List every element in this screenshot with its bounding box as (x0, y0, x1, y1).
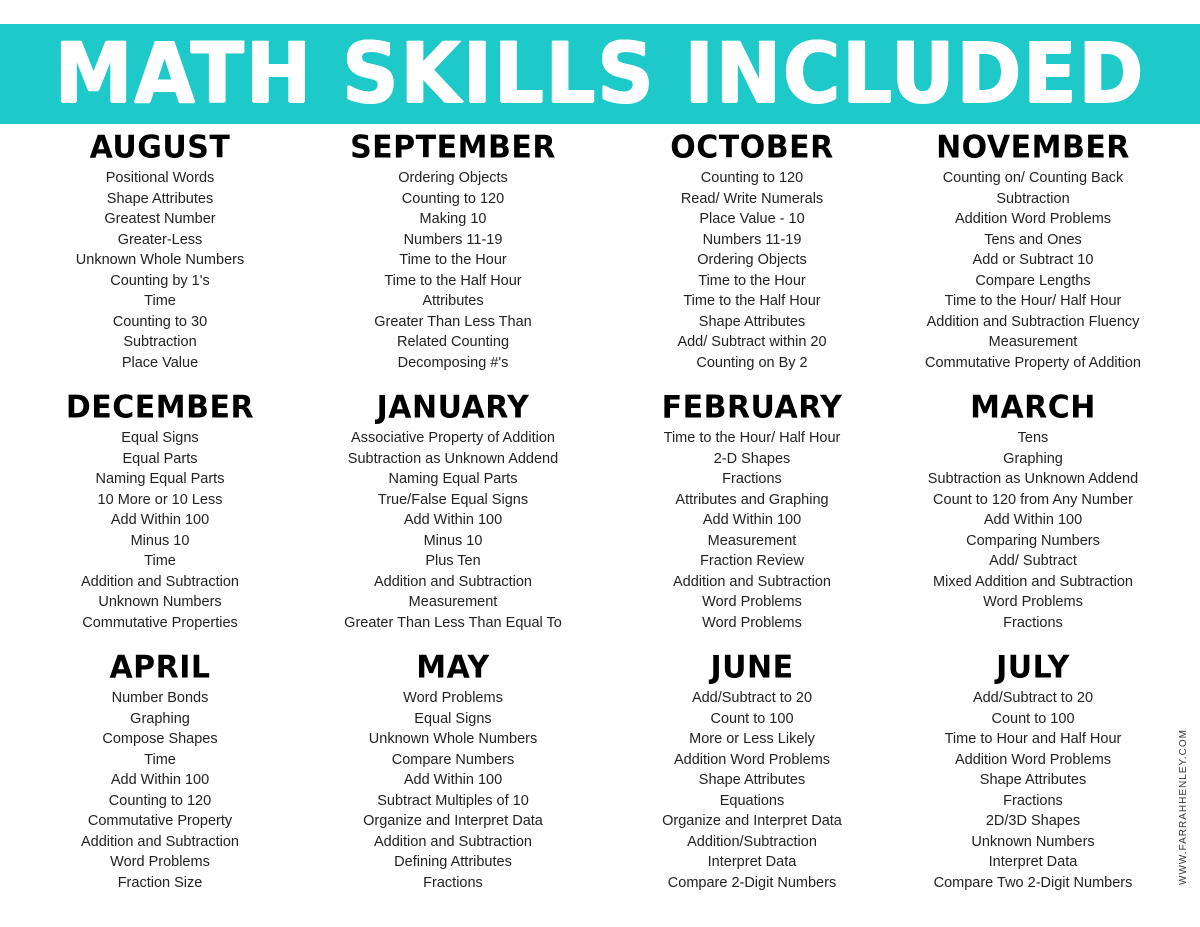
skill-item: Unknown Numbers (98, 594, 222, 610)
skill-item: Fractions (423, 874, 483, 891)
skill-item: Time to the Hour/ Half Hour (663, 430, 841, 446)
skill-item: Organize and Interpret Data (662, 813, 842, 829)
skill-item: Interpret Data (707, 854, 797, 870)
skill-item: Add/Subtract to 20 (972, 690, 1094, 706)
month-heading: MAY (416, 649, 490, 686)
skill-item: Attributes (422, 293, 484, 309)
skill-item: Time to Hour and Half Hour (944, 731, 1122, 747)
skill-item: Comparing Numbers (966, 532, 1100, 549)
skill-item: Commutative Properties (82, 614, 238, 631)
skill-item: Counting to 120 (108, 792, 212, 809)
page-title: MATH SKILLS INCLUDED (54, 25, 1146, 123)
skill-item: Subtraction as Unknown Addend (927, 471, 1139, 487)
skill-item: Plus Ten (425, 553, 481, 569)
month-section-august (10, 128, 310, 373)
skill-item: Add Within 100 (702, 512, 802, 528)
skill-list (303, 428, 603, 633)
month-section-november (883, 128, 1183, 373)
skill-item: Equal Signs (414, 710, 492, 727)
skill-item: Time (144, 751, 176, 768)
skill-item: Word Problems (403, 690, 503, 706)
skill-item: Greatest Number (104, 211, 216, 227)
month-section-october (602, 128, 902, 373)
skill-item: Fraction Review (700, 553, 804, 569)
skill-item: Shape Attributes (106, 190, 214, 207)
skill-item: Numbers 11-19 (702, 231, 802, 248)
skill-item: Time to the Half Hour (384, 272, 522, 289)
skill-item: Count to 100 (991, 710, 1075, 727)
skill-item: Addition and Subtraction (673, 573, 831, 590)
skill-list (10, 688, 310, 893)
skill-item: Time (144, 553, 176, 569)
skill-item: Mixed Addition and Subtraction (933, 573, 1133, 590)
skill-list (883, 168, 1183, 373)
skill-item: Subtract Multiples of 10 (377, 792, 529, 809)
skill-item: Naming Equal Parts (388, 471, 518, 487)
month-section-may (303, 648, 603, 893)
skill-item: Time to the Hour (698, 272, 806, 289)
skill-item: Minus 10 (423, 532, 483, 549)
skill-item: Positional Words (105, 170, 215, 186)
skill-list (602, 428, 902, 633)
skill-item: Addition and Subtraction (81, 573, 239, 590)
skill-item: Add/ Subtract within 20 (677, 334, 827, 350)
skill-item: Addition Word Problems (954, 211, 1112, 227)
skill-item: Shape Attributes (698, 772, 806, 788)
skill-item: Measurement (988, 334, 1078, 350)
skill-item: Time to the Hour (399, 252, 507, 268)
skill-list (883, 428, 1183, 633)
skill-item: Associative Property of Addition (351, 430, 555, 446)
skill-item: Counting on/ Counting Back (942, 170, 1124, 186)
skill-item: Related Counting (396, 334, 510, 350)
skill-item: Greater Than Less Than Equal To (344, 614, 562, 631)
month-section-september (303, 128, 603, 373)
skill-item: Decomposing #'s (397, 354, 509, 371)
skill-item: Tens and Ones (984, 231, 1082, 248)
skill-item: Add Within 100 (110, 512, 210, 528)
skill-item: Number Bonds (111, 690, 209, 706)
month-heading: MARCH (970, 389, 1096, 426)
skill-item: Addition and Subtraction Fluency (926, 313, 1140, 330)
skill-item: Addition and Subtraction (81, 833, 239, 850)
skill-item: Time to the Half Hour (683, 293, 821, 309)
skill-item: Interpret Data (988, 854, 1078, 870)
skill-item: Ordering Objects (697, 252, 807, 268)
skill-item: Attributes and Graphing (675, 491, 829, 508)
skill-item: Compare Numbers (391, 751, 515, 768)
month-heading: NOVEMBER (936, 129, 1130, 166)
skill-item: More or Less Likely (689, 731, 815, 747)
month-section-march (883, 388, 1183, 633)
skill-list (10, 428, 310, 633)
skill-list (303, 168, 603, 373)
month-section-july (883, 648, 1183, 893)
skill-item: Naming Equal Parts (95, 471, 225, 487)
month-section-january (303, 388, 603, 633)
skill-item: Addition Word Problems (954, 751, 1112, 768)
skill-list (303, 688, 603, 893)
month-heading: APRIL (109, 649, 211, 686)
skill-item: 10 More or 10 Less (97, 491, 223, 508)
skill-item: Equal Signs (121, 430, 199, 446)
skill-item: Equal Parts (122, 450, 198, 467)
skill-item: Counting on By 2 (696, 354, 808, 371)
skill-item: Fraction Size (117, 874, 203, 891)
skill-item: Counting to 30 (112, 313, 208, 330)
skill-item: Shape Attributes (979, 772, 1087, 788)
skill-list (602, 168, 902, 373)
skill-item: Add Within 100 (403, 772, 503, 788)
skill-item: Fractions (1003, 792, 1063, 809)
skill-item: Counting to 120 (401, 190, 505, 207)
skill-item: Counting by 1's (110, 272, 210, 289)
skill-list (10, 168, 310, 373)
skill-item: 2-D Shapes (713, 450, 791, 467)
skill-item: Subtraction (123, 334, 197, 350)
month-heading: FEBRUARY (661, 389, 843, 426)
skill-item: Word Problems (110, 854, 210, 870)
skill-item: Compare Two 2-Digit Numbers (933, 874, 1133, 891)
skill-item: Graphing (1003, 450, 1063, 467)
month-section-february (602, 388, 902, 633)
skill-item: Measurement (408, 594, 498, 610)
skill-item: Greater Than Less Than (374, 313, 532, 330)
skill-item: True/False Equal Signs (377, 491, 529, 508)
skill-item: Place Value - 10 (699, 211, 805, 227)
month-section-december (10, 388, 310, 633)
skill-item: Commutative Property (87, 813, 233, 829)
skill-item: Fractions (1003, 614, 1063, 631)
skill-item: Word Problems (702, 594, 802, 610)
skill-list (883, 688, 1183, 893)
skill-item: Addition and Subtraction (374, 833, 532, 850)
skill-item: Ordering Objects (398, 170, 508, 186)
skill-item: Time to the Hour/ Half Hour (944, 293, 1122, 309)
skill-item: Addition and Subtraction (374, 573, 532, 590)
skill-list (602, 688, 902, 893)
skill-item: Read/ Write Numerals (680, 190, 824, 207)
month-section-april (10, 648, 310, 893)
skill-item: Count to 120 from Any Number (933, 491, 1133, 508)
website-credit: WWW.FARRAHHENLEY.COM (1178, 729, 1189, 885)
skill-item: Word Problems (983, 594, 1083, 610)
title-banner (0, 24, 1200, 124)
month-heading: JUNE (710, 649, 794, 686)
skill-item: Add Within 100 (110, 772, 210, 788)
skill-item: Time (144, 293, 176, 309)
skill-item: Add or Subtract 10 (972, 252, 1094, 268)
skill-item: Tens (1017, 430, 1049, 446)
skill-item: Graphing (130, 710, 190, 727)
skill-item: Count to 100 (710, 710, 794, 727)
skill-item: Add Within 100 (983, 512, 1083, 528)
skill-item: Numbers 11-19 (403, 231, 503, 248)
skill-item: Counting to 120 (700, 170, 804, 186)
skill-item: Unknown Numbers (971, 833, 1095, 850)
skill-item: Equations (719, 792, 785, 809)
skill-item: Add/ Subtract (989, 553, 1077, 569)
skill-item: Unknown Whole Numbers (368, 731, 538, 747)
skill-item: Place Value (121, 354, 199, 371)
skill-item: Word Problems (702, 614, 802, 631)
skill-item: Addition Word Problems (673, 751, 831, 768)
month-heading: JANUARY (376, 389, 530, 426)
skill-item: Compose Shapes (102, 731, 218, 747)
skill-item: Making 10 (419, 211, 487, 227)
month-heading: DECEMBER (65, 389, 255, 426)
month-heading: AUGUST (89, 129, 231, 166)
skill-item: Compare 2-Digit Numbers (667, 874, 837, 891)
month-section-june (602, 648, 902, 893)
skill-item: Add/Subtract to 20 (691, 690, 813, 706)
skill-item: Add Within 100 (403, 512, 503, 528)
month-heading: JULY (996, 649, 1070, 686)
skill-item: Subtraction (996, 190, 1070, 207)
month-heading: OCTOBER (670, 129, 834, 166)
skill-item: Fractions (722, 471, 782, 487)
skill-item: Minus 10 (130, 532, 190, 549)
skill-item: Shape Attributes (698, 313, 806, 330)
skill-item: Unknown Whole Numbers (75, 252, 245, 268)
skill-item: Greater-Less (117, 231, 203, 248)
skill-item: Subtraction as Unknown Addend (347, 450, 559, 467)
skill-item: Organize and Interpret Data (363, 813, 543, 829)
skill-item: Compare Lengths (975, 272, 1091, 289)
skill-item: Defining Attributes (394, 854, 512, 870)
skill-item: Measurement (707, 532, 797, 549)
skill-item: Addition/Subtraction (687, 833, 817, 850)
skill-item: 2D/3D Shapes (985, 813, 1081, 829)
month-heading: SEPTEMBER (350, 129, 556, 166)
skill-item: Commutative Property of Addition (925, 354, 1141, 371)
